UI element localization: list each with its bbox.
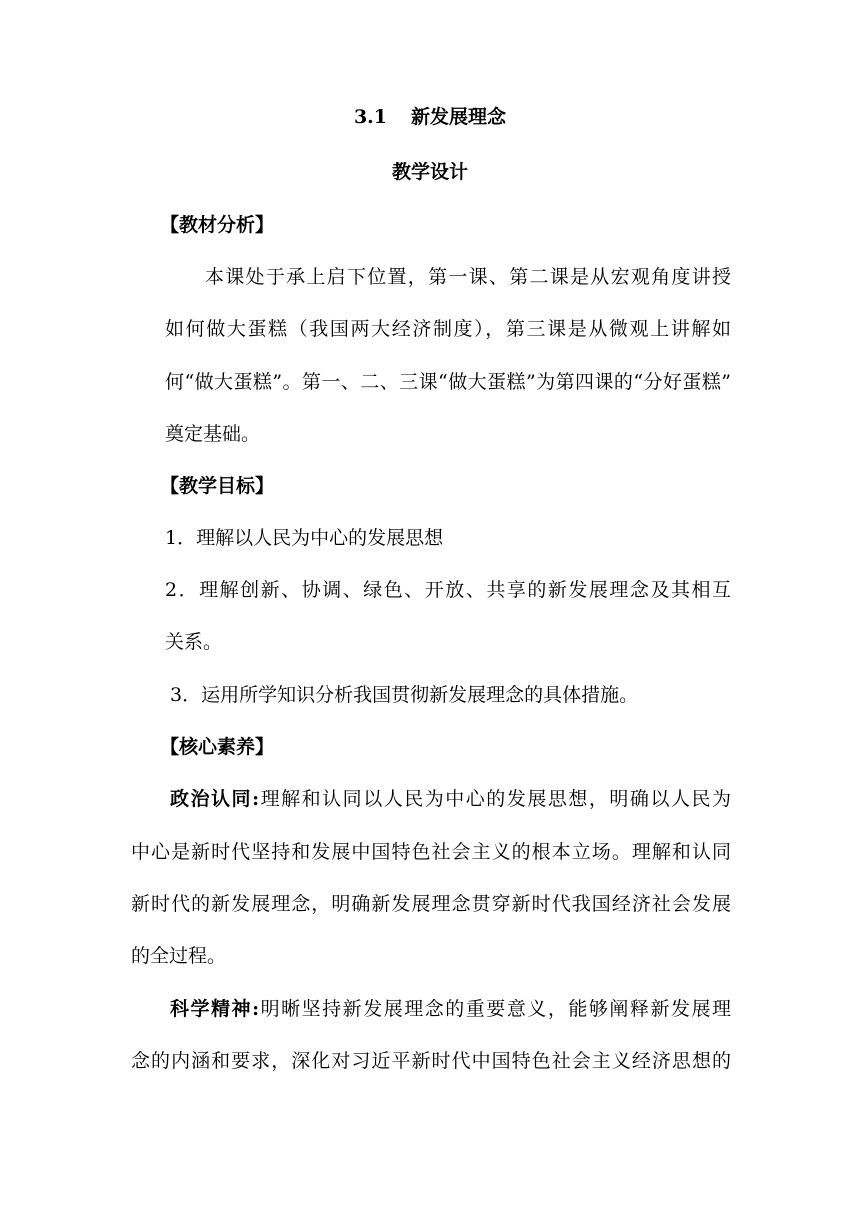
material-analysis-line-4: 奠定基础。	[165, 423, 261, 445]
scientific-spirit-text: 明晰坚持新发展理念的重要意义，能够阐释新发展理	[259, 998, 731, 1020]
teaching-goal-item-3: 3．运用所学知识分析我国贯彻新发展理念的具体措施。	[170, 684, 639, 706]
scientific-spirit-label: 科学精神:	[170, 998, 260, 1020]
material-analysis-line-1: 本课处于承上启下位置，第一课、第二课是从宏观角度讲授	[205, 266, 731, 288]
teaching-goal-item-1: 1．理解以人民为中心的发展思想	[165, 527, 444, 549]
scientific-spirit-first-line	[170, 997, 731, 1021]
material-analysis-line-2: 如何做大蛋糕（我国两大经济制度），第三课是从微观上讲解如	[165, 318, 731, 340]
material-analysis-heading: 【教材分析】	[160, 214, 275, 236]
political-identity-line-3: 新时代的新发展理念，明确新发展理念贯穿新时代我国经济社会发展	[131, 893, 731, 915]
political-identity-label: 政治认同:	[170, 788, 260, 810]
title-text: 新发展理念	[411, 106, 507, 128]
political-identity-line-2: 中心是新时代坚持和发展中国特色社会主义的根本立场。理解和认同	[131, 841, 731, 863]
teaching-goals-heading: 【教学目标】	[160, 475, 275, 497]
political-identity-text: 理解和认同以人民为中心的发展思想，明确以人民为	[259, 788, 731, 810]
teaching-goal-item-2: 2．理解创新、协调、绿色、开放、共享的新发展理念及其相互	[165, 579, 731, 601]
document-subtitle: 教学设计	[391, 161, 468, 183]
document-title	[0, 105, 860, 129]
teaching-goal-item-2-cont: 关系。	[165, 631, 223, 653]
material-analysis-line-3: 何“做大蛋糕”。第一、二、三课“做大蛋糕”为第四课的“分好蛋糕”	[165, 371, 731, 393]
title-number: 3.1	[353, 106, 388, 128]
political-identity-line-4: 的全过程。	[131, 945, 227, 967]
core-literacy-heading: 【核心素养】	[160, 736, 275, 758]
political-identity-first-line	[170, 787, 731, 811]
scientific-spirit-line-2: 念的内涵和要求，深化对习近平新时代中国特色社会主义经济思想的	[131, 1050, 731, 1072]
